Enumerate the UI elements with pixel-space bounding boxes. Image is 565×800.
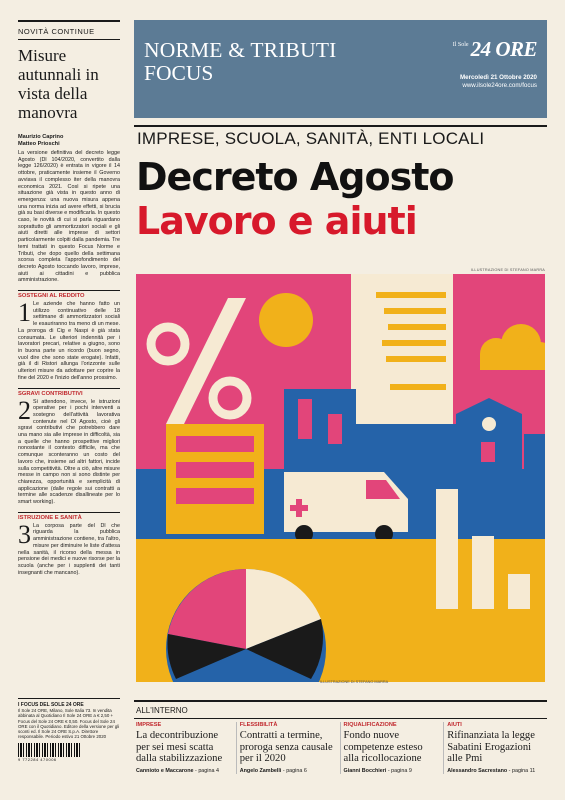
masthead [134, 20, 547, 118]
issue-date: Mercoledì 21 Ottobre 2020 [459, 74, 537, 81]
section-heading-1: SOSTEGNI AL REDDITO [18, 290, 120, 299]
bar-decoration [508, 574, 530, 609]
brand-big: 24 ORE [470, 37, 537, 61]
school-wing [524, 434, 545, 474]
bar-decoration [436, 489, 458, 609]
inside-headline: Fondo nuove competenze esteso alla ricollocazione [343, 730, 423, 765]
illustration-credit: ILLUSTRAZIONE DI STEFANO MARRA [470, 268, 545, 272]
issue-info [460, 74, 537, 90]
inside-author: Angelo Zambelli [239, 767, 282, 774]
inside-page: pagina 4 [198, 767, 219, 774]
inside-label: AIUTI [447, 722, 462, 728]
barcode-number: 9 772284 470006 [18, 757, 57, 763]
inside-page: pagina 11 [511, 767, 536, 774]
section-text-3: La corposa parte del Dl che riguarda la pubblica amministrazione contiene, tra l'altro, misure per diminuire le liste d'attesa nella sanità, il ricorso della messa in pensione dei medici e nuove risorse per la scuola (anche per i supplenti dei tanti insegnanti che mancano). [18, 522, 120, 576]
inside-byline: Alessandro Sacrestano - pagina 11 [447, 767, 536, 774]
section-heading-3: ISTRUZIONE E SANITÀ [18, 512, 120, 521]
section-body-1 [18, 298, 120, 381]
cover-kicker: IMPRESE, SCUOLA, SANITÀ, ENTI LOCALI [137, 129, 485, 148]
issue-url: www.ilsole24ore.com/focus [462, 82, 537, 89]
cover-subtitle: Lavoro e aiuti [136, 199, 417, 243]
school-door [481, 442, 495, 462]
header-rule [134, 125, 547, 127]
inside-headline: La decontribuzione per sei mesi scatta dalla stabilizzazione [136, 730, 223, 765]
building-window [328, 414, 342, 444]
inside-columns [134, 722, 547, 774]
inside-item[interactable] [134, 722, 236, 774]
lead-paragraph: La versione definitiva del decreto legge Agosto (Dl 104/2020, convertito dalla legge 126/2020) è entrata in vigore il 14 ottobre, praticamente insieme il Governo avviava il complesso iter della manovra economica 2021. Così si ripete una situazione già vista in questo anno di emergenza: una nuova misura appena una norma inizia ad avere effetti, si brucia già su basi diverse e modificarla. In questo caso, le novità di cui si parla riguardano soprattutto gli ammortizzatori sociali e gli aiuti diretti alle imprese di settori particolarmente colpiti dalla pandemia. Tre temi trattati in questo Focus Norme e Tributi, che dopo quello della settimana scorsa completa l'approfondimento del decreto Agosto toccando lavoro, imprese, aiuti ai cittadini e pubblica amministrazione. [18, 150, 120, 284]
inside-title: ALL'INTERNO [134, 702, 547, 719]
inside-author: Cannioto e Maccarone [136, 767, 194, 774]
inside-author: Alessandro Sacrestano [447, 767, 508, 774]
inside-label: IMPRESE [136, 722, 162, 728]
left-column [18, 20, 120, 780]
section-text-2: Si attendono, invece, le istruzioni operative per i pochi interventi a sostegno dell'attività lavorativa contenute nel Dl Agosto, cioè gli sgravi contributivi che potrebbero dare una mano sia alle imprese in difficoltà, sia a quelle che hanno prospettive migliori nonostante il contesto difficile, ma che comunque sconteranno un costo del lavoro che, insieme ad altri fattori, incide sulla competitività. Oltre a ciò, altre misure messe in campo non si sono distinte per chiarezza, opportunità e semplicità di applicazione (dalle regole sui contratti a termine alle scadenze disallineate per lo smart working). [18, 398, 120, 506]
brand-small: Il Sole [452, 42, 469, 48]
author: Maurizio Caprino [18, 134, 64, 140]
building-low [356, 424, 466, 474]
sun-icon [259, 293, 313, 347]
inside-label: RIQUALIFICAZIONE [343, 722, 397, 728]
authors [18, 134, 120, 148]
inside-byline: Angelo Zambelli - pagina 6 [239, 767, 307, 774]
clock-icon [482, 417, 496, 431]
colophon [18, 698, 120, 763]
inside-byline: Gianni Bocchieri - pagina 9 [343, 767, 412, 774]
section-body-2 [18, 395, 120, 506]
illustration-credit-bottom: ILLUSTRAZIONE DI STEFANO MARRA [320, 680, 389, 684]
inside-section [134, 700, 547, 774]
section-heading-2: SGRAVI CONTRIBUTIVI [18, 388, 120, 397]
inside-author: Gianni Bocchieri [343, 767, 387, 774]
section-number-2: 2 [18, 395, 31, 425]
colophon-title: I FOCUS DEL SOLE 24 ORE [18, 702, 84, 708]
cover-illustration [136, 274, 545, 682]
bar-decoration [472, 536, 494, 609]
inside-page: pagina 6 [286, 767, 307, 774]
left-title: Misure autunnali in vista della manovra [18, 46, 99, 122]
inside-item[interactable] [443, 722, 547, 774]
inside-item[interactable] [340, 722, 444, 774]
building-icon [284, 389, 356, 469]
building-window [298, 399, 312, 439]
brand-logo [453, 37, 537, 62]
inside-byline: Cannioto e Maccarone - pagina 4 [136, 767, 219, 774]
author: Matteo Prioschi [18, 141, 60, 147]
inside-item[interactable] [236, 722, 340, 774]
section-body-3 [18, 519, 120, 577]
cover-title: Decreto Agosto [136, 155, 454, 199]
section-number-3: 3 [18, 519, 31, 549]
colophon-text: Il Sole 24 ORE, Milano, Sole Italia 73. In vendita abbinata al Quotidiano Il Sole 24 ORE a € 2,50 + Focus del Sole 24 ORE € 0,50. Focus del Sole 24 ORE con il Quotidiano. Editore della versione per gli sconti ed. Il Sole 24 ORE S.p.A. Direttore responsabile. Periodo estivo 21 Ottobre 2020 [18, 708, 120, 740]
section-number-1: 1 [18, 298, 31, 328]
inside-page: pagina 9 [391, 767, 412, 774]
inside-headline: Rifinanziata la legge Sabatini Erogazioni alle Pmi [447, 730, 535, 765]
masthead-title: NORME & TRIBUTI [144, 38, 337, 62]
masthead-subtitle: FOCUS [144, 61, 214, 85]
school-icon [456, 398, 522, 474]
inside-headline: Contratti a termine, proroga senza causale per il 2020 [239, 730, 333, 765]
section-label: NOVITÀ CONTINUE [18, 22, 120, 40]
inside-label: FLESSIBILITÀ [239, 722, 278, 728]
barcode [18, 743, 80, 757]
section-text-1: Le aziende che hanno fatto un utilizzo continuativo delle 18 settimane di ammortizzatori sociali le esauriranno tra meno di un mese. La proroga di Cig e Naspi è già stata consumata. Le ulteriori indennità per i lavoratori precari, relative a giugno, sono in buona parte un ricordo (buon segno, vuol dire che sono state erogate). Infatti, già il di Ristori allunga l'orizzonte sulle ulteriori misure da adottare per coprire la fine del 2020 e l'inizio dell'anno prossimo. [18, 301, 120, 381]
